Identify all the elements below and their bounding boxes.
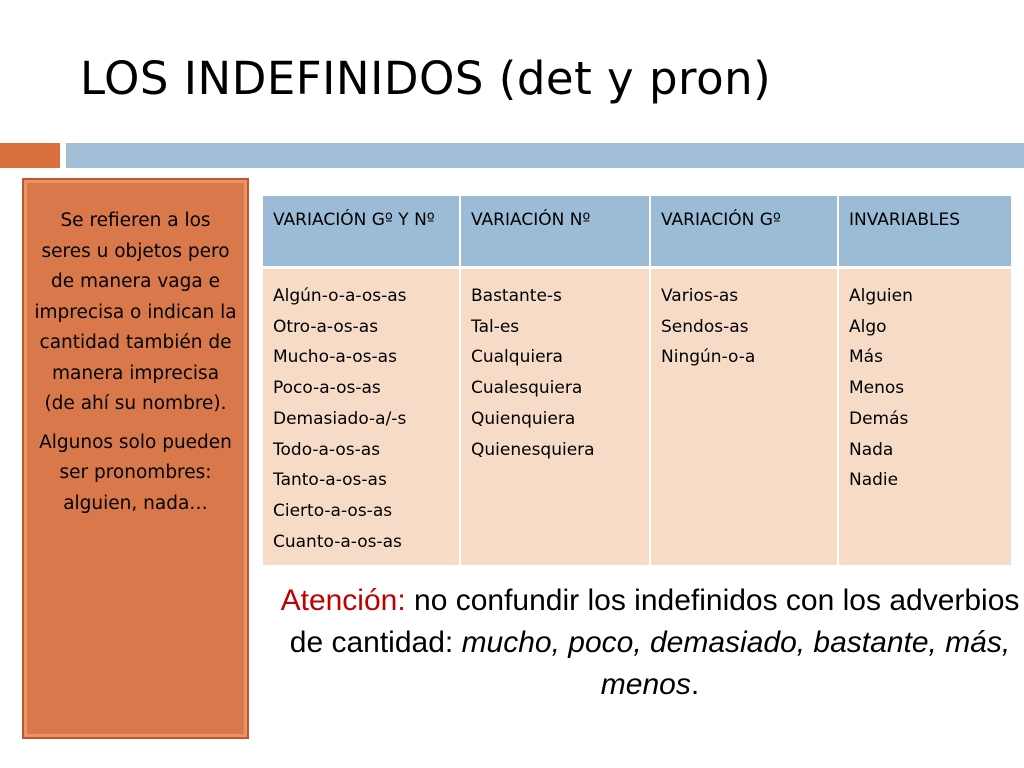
list-item: Nada: [849, 439, 894, 460]
column-variacion-numero: [460, 268, 650, 566]
list-item: Tal-es: [471, 316, 520, 337]
list-item: Menos: [849, 378, 905, 399]
slide-title: LOS INDEFINIDOS (det y pron): [80, 52, 772, 105]
list-item: Quienquiera: [471, 408, 576, 429]
attention-note: [280, 580, 1020, 706]
list-item: Más: [849, 347, 883, 368]
list-item: Demás: [849, 408, 909, 429]
definition-paragraph: Se refieren a los seres u objetos pero de manera vaga e imprecisa o indican la cantidad también de manera imprecisa (de ahí su nombre).: [34, 210, 237, 414]
attention-label: Atención:: [280, 584, 406, 617]
list-item: Quienesquiera: [471, 439, 595, 460]
list-item: Nadie: [849, 470, 899, 491]
list-item: Sendos-as: [661, 316, 749, 337]
list-item: Varios-as: [661, 286, 739, 306]
list-item: Poco-a-os-as: [273, 378, 381, 399]
accent-bar-orange: [0, 143, 60, 168]
list-item: Otro-a-os-as: [273, 316, 379, 337]
definition-box: [22, 178, 249, 739]
accent-bar-blue: [66, 143, 1024, 168]
adverb-examples: mucho, poco, demasiado, bastante, más, menos: [461, 626, 1011, 701]
table-row: [263, 268, 1011, 566]
list-item: Algo: [849, 316, 887, 337]
list-item: Cualesquiera: [471, 378, 583, 399]
table-header-row: [263, 196, 1011, 268]
list-item: Bastante-s: [471, 286, 562, 306]
column-variacion-genero: [650, 268, 838, 566]
attention-text: no confundir los indefinidos con los adverbios de cantidad:: [289, 584, 1020, 659]
header-variacion-numero: VARIACIÓN Nº: [460, 196, 650, 268]
list-item: Mucho-a-os-as: [273, 347, 397, 368]
list-item: Todo-a-os-as: [273, 439, 381, 460]
indefinidos-table: [263, 196, 1011, 565]
list-item: Algún-o-a-os-as: [273, 286, 407, 306]
header-invariables: INVARIABLES: [838, 196, 1011, 268]
attention-end: .: [690, 668, 700, 701]
list-item: Tanto-a-os-as: [273, 470, 387, 491]
header-variacion-genero-numero: VARIACIÓN Gº Y Nº: [263, 196, 460, 268]
list-item: Alguien: [849, 286, 913, 306]
column-invariables: [838, 268, 1011, 566]
list-item: Cierto-a-os-as: [273, 500, 393, 521]
list-item: Cuanto-a-os-as: [273, 531, 402, 552]
column-variacion-genero-numero: [263, 268, 460, 566]
pronoun-note-paragraph: Algunos solo pueden ser pronombres: alguien, nada…: [39, 431, 232, 514]
header-variacion-genero: VARIACIÓN Gº: [650, 196, 838, 268]
list-item: Cualquiera: [471, 347, 563, 368]
list-item: Demasiado-a/-s: [273, 408, 407, 429]
list-item: Ningún-o-a: [661, 347, 756, 368]
